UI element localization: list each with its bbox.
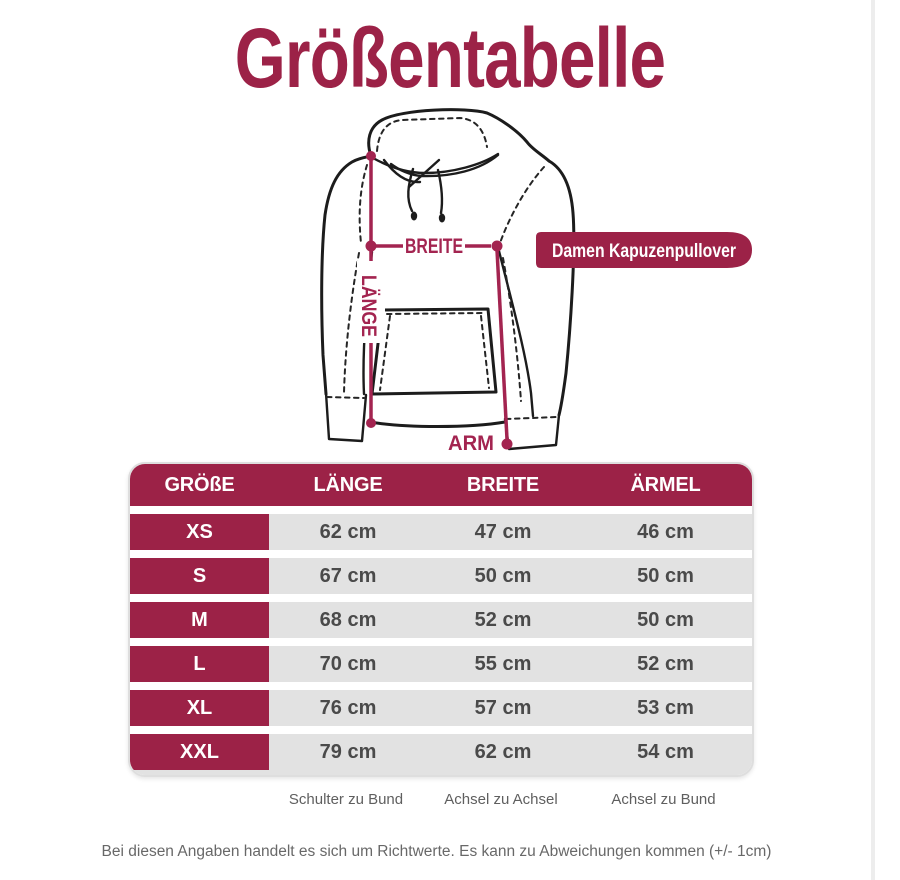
laenge-cell: 76 cm xyxy=(269,690,427,726)
laenge-cell: 70 cm xyxy=(269,646,427,682)
aermel-cell: 53 cm xyxy=(579,690,752,726)
right-cuff xyxy=(505,415,559,449)
right-cuff-seam-dashed xyxy=(506,417,557,419)
breite-cell: 52 cm xyxy=(427,602,579,638)
pocket-seam-top-dashed xyxy=(387,313,484,314)
legend-aermel: Achsel zu Bund xyxy=(611,791,716,808)
right-sleeve-outline xyxy=(549,161,574,415)
legend-spacer xyxy=(128,791,267,808)
measure-dot-armpit-left xyxy=(366,241,377,252)
size-cell: XS xyxy=(130,514,269,550)
size-table-header-row xyxy=(130,464,752,506)
column-header-breite: BREITE xyxy=(466,473,540,496)
column-header-groesse: GRÖßE xyxy=(164,473,235,496)
breite-measure-label: BREITE xyxy=(405,235,463,258)
page-title: Größentabelle xyxy=(234,11,666,105)
measure-dot-shoulder xyxy=(366,151,376,161)
table-row-xl xyxy=(130,690,752,726)
measure-dot-cuff xyxy=(502,439,513,450)
measurement-annotations xyxy=(357,151,513,455)
size-cell: M xyxy=(130,602,269,638)
table-row-l xyxy=(130,646,752,682)
drawstring-right-tip xyxy=(439,214,445,223)
breite-cell: 47 cm xyxy=(427,514,579,550)
left-raglan-seam-dashed xyxy=(360,165,367,243)
table-row-xxl xyxy=(130,734,752,770)
table-row-xs xyxy=(130,514,752,550)
product-badge-label: Damen Kapuzenpullover xyxy=(552,241,737,262)
measure-dot-armpit-right xyxy=(492,241,503,252)
left-cuff-seam-dashed xyxy=(327,397,364,398)
laenge-cell: 67 cm xyxy=(269,558,427,594)
size-cell: XL xyxy=(130,690,269,726)
laenge-cell: 79 cm xyxy=(269,734,427,770)
arm-measure-label: ARM xyxy=(448,432,494,455)
table-row-s xyxy=(130,558,752,594)
laenge-cell: 62 cm xyxy=(269,514,427,550)
aermel-cell: 50 cm xyxy=(579,602,752,638)
hoodie-size-diagram xyxy=(0,103,900,463)
breite-cell: 50 cm xyxy=(427,558,579,594)
bottom-hem xyxy=(370,422,505,427)
legend-laenge: Schulter zu Bund xyxy=(288,791,404,808)
aermel-cell: 46 cm xyxy=(579,514,752,550)
table-row-m xyxy=(130,602,752,638)
size-cell: S xyxy=(130,558,269,594)
left-sleeve-seam-dashed xyxy=(344,253,359,393)
aermel-cell: 50 cm xyxy=(579,558,752,594)
product-badge xyxy=(536,232,752,268)
size-cell: XXL xyxy=(130,734,269,770)
kangaroo-pocket xyxy=(372,309,496,394)
laenge-cell: 68 cm xyxy=(269,602,427,638)
disclaimer-text: Bei diesen Angaben handelt es sich um Richtwerte. Es kann zu Abweichungen kommen (+/- 1cm) xyxy=(101,843,772,860)
breite-cell: 57 cm xyxy=(427,690,579,726)
table-bottom-strip xyxy=(130,770,752,775)
drawstring-left xyxy=(408,169,413,211)
column-header-aermel: ÄRMEL xyxy=(630,473,701,496)
measure-dot-hem xyxy=(366,418,376,428)
column-header-laenge: LÄNGE xyxy=(313,473,383,496)
laenge-measure-label: LÄNGE xyxy=(357,275,380,349)
size-cell: L xyxy=(130,646,269,682)
breite-cell: 55 cm xyxy=(427,646,579,682)
aermel-cell: 54 cm xyxy=(579,734,752,770)
legend-breite: Achsel zu Achsel xyxy=(444,791,558,808)
right-raglan-seam-dashed xyxy=(500,167,544,243)
hood-seam-dashed xyxy=(377,118,487,151)
breite-cell: 62 cm xyxy=(427,734,579,770)
page-edge-divider xyxy=(871,0,875,880)
aermel-cell: 52 cm xyxy=(579,646,752,682)
drawstring-left-tip xyxy=(411,212,417,221)
measure-legend xyxy=(128,791,750,808)
left-cuff xyxy=(326,393,366,441)
pocket-seam-right-dashed xyxy=(481,316,489,388)
size-table xyxy=(128,462,754,777)
